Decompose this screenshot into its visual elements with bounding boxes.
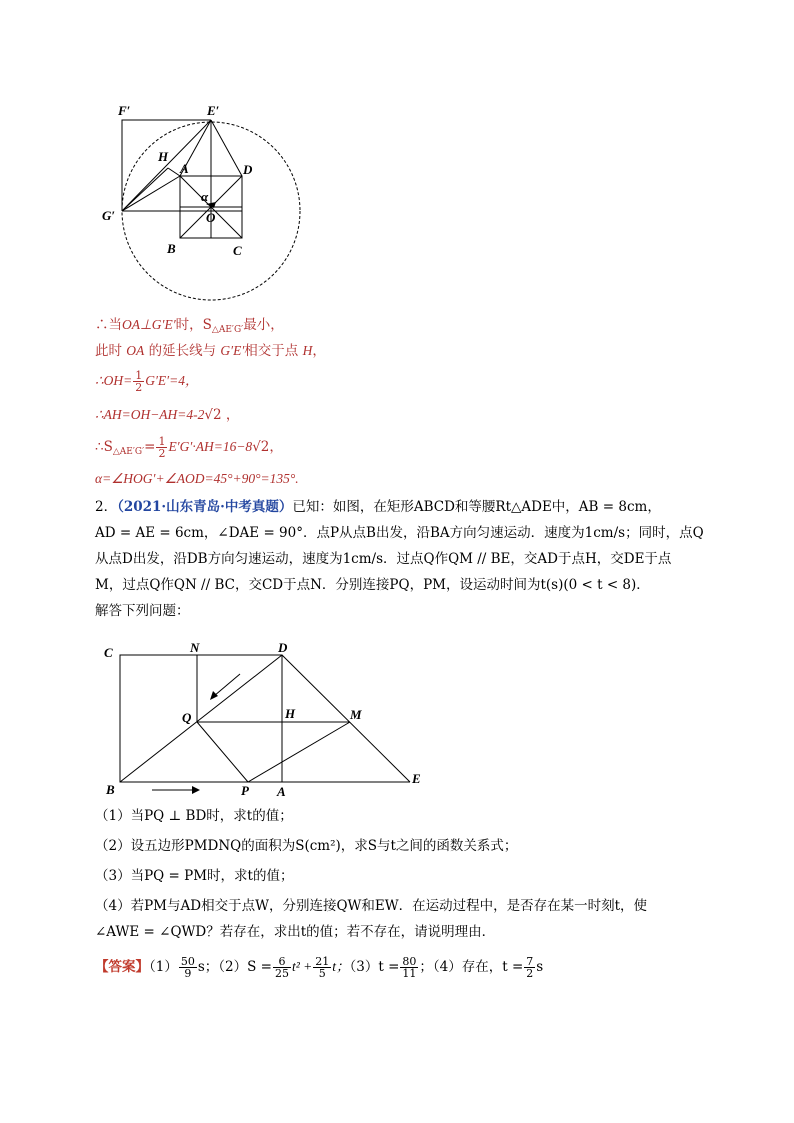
label-F: F′ [118,103,131,118]
label-A2: A [277,784,286,799]
question-4: （4）若PM与AD相交于点W，分别连接QW和EW．在运动过程中，是否存在某一时刻t，使 [95,898,648,914]
question-4-cont: ∠AWE = ∠QWD？若存在，求出t的值；若不存在，请说明理由． [95,924,496,940]
geometry-figure-2 [100,640,440,800]
solution-line-1: ∴当OA⊥G′E′时，$S_{\triangle AE'G'}$最小， [95,317,284,335]
answer-line: 【答案】（1） $\frac{50}{9}$ s；（2）S = $\frac{6}{25}$ t² + $\frac{21}{5}$ t；（3）t = $\frac{80}{11}$ ；（4）存在，t = $\frac{7}{2}$ s [95,955,544,980]
label-B2: B [106,782,115,797]
label-O: O [206,210,216,225]
segment-pq [197,722,248,782]
label-D2: D [278,640,288,655]
questions [95,803,705,945]
problem-line-5: 解答下列问题： [95,603,190,619]
solution-line-4: ∴AH=OH−AH=4-2√2 ， [95,407,240,423]
solution-line-3: ∴OH= $\frac{1}{2}$ G′E′=4， [95,369,199,394]
label-H: H [158,149,169,164]
question-3: （3）当PQ = PM时，求t的值； [95,868,294,884]
question-2: （2）设五边形PMDNQ的面积为S(cm²)，求S与t之间的函数关系式； [95,838,518,854]
label-D: D [243,162,253,177]
problem-line-2: AD = AE = 6cm，∠DAE = 90°．点P从点B出发，沿BA方向匀速运动．速度为1cm/s；同时，点Q [95,525,704,541]
label-alpha: α [201,189,209,204]
segment-bd [120,655,282,782]
label-M2: M [350,707,362,722]
label-C: C [233,243,242,258]
label-A: A [180,161,189,176]
label-E: E′ [207,103,220,118]
answer-badge: 【答案】 [95,959,149,975]
label-N2: N [190,640,200,655]
arrow-db [210,691,218,700]
solution-line-6: α=∠HOG′+∠AOD=45°+90°=135°. [95,471,299,486]
label-E2: E [412,771,421,786]
label-Q2: Q [182,710,192,725]
arrow-ba [192,786,200,794]
problem-2-statement [95,494,705,624]
question-1: （1）当PQ ⊥ BD时，求t的值； [95,808,293,824]
solution-line-5: $\therefore S_{\triangle AE'G'}=$ $\frac{1}{2}$ E′G′·AH=16−8√2， [95,435,283,460]
label-B: B [167,241,176,256]
problem-line-3: 从点D出发，沿DB方向匀速运动，速度为1cm/s．过点Q作QM // BE，交AD于点H，交DE于点 [95,551,672,567]
solution-line-2: 此时 OA 的延长线与 G′E′相交于点 H， [95,343,326,359]
label-C2: C [104,645,113,660]
problem-line-4: M，过点Q作QN // BC，交CD于点N．分别连接PQ，PM，设运动时间为t(s)(0 < t < 8)． [95,577,650,593]
label-G: G′ [102,208,116,223]
segment-de [282,655,410,782]
label-P2: P [241,783,249,798]
geometry-figure-1 [100,98,310,318]
problem-line-1: 2．（2021·山东青岛·中考真题）已知：如图，在矩形ABCD和等腰Rt△ADE中，AB = 8cm， [95,499,661,515]
label-H2: H [285,706,296,721]
segment-pm [248,722,350,782]
